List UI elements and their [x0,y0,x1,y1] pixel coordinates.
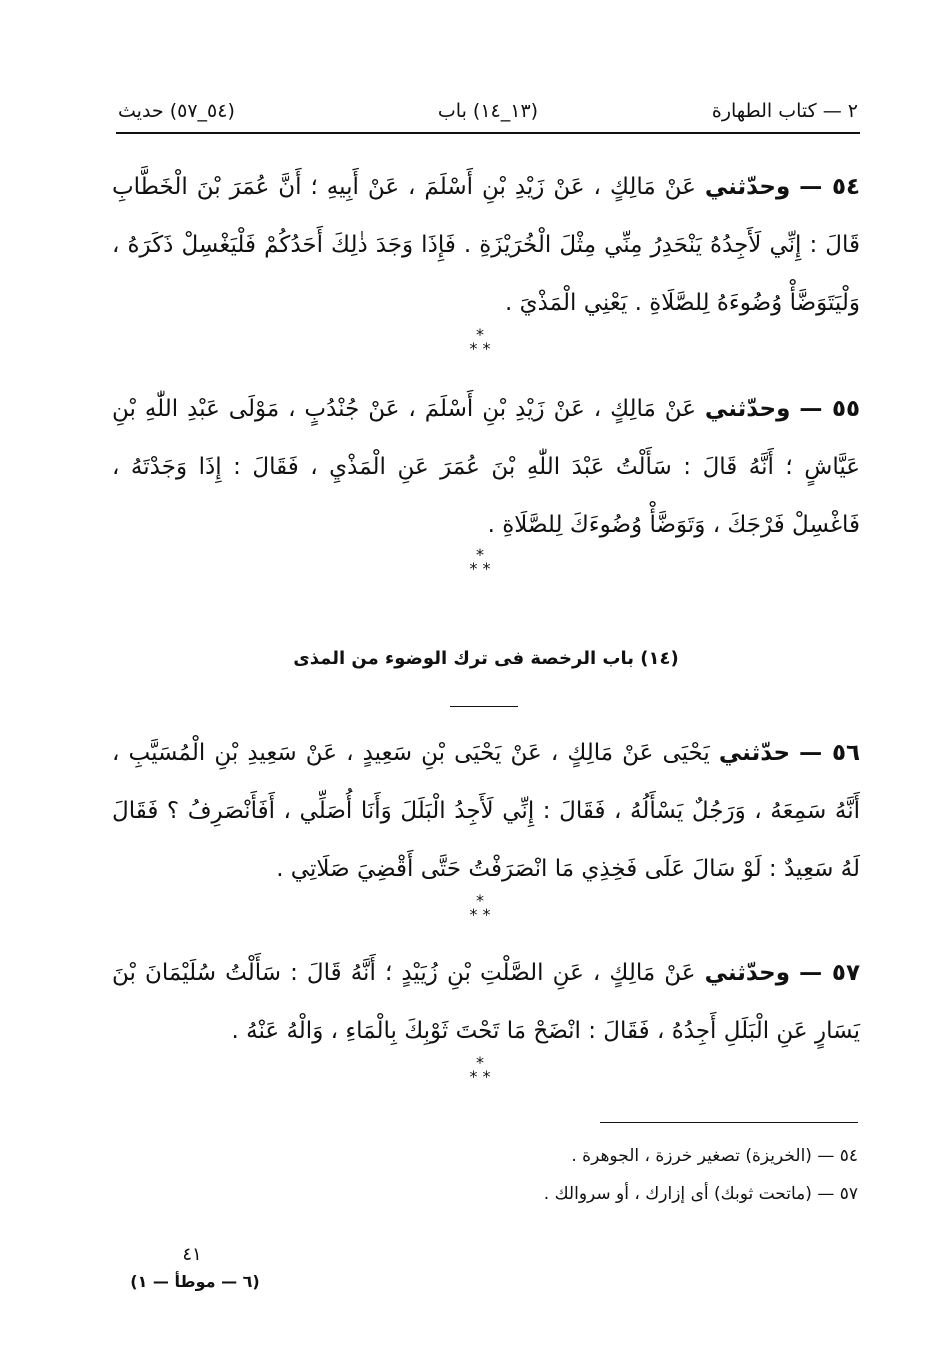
header-book-title: ٢ — كتاب الطهارة [711,100,858,122]
separator-stars: * * * [469,891,491,924]
footnote-rule [600,1122,858,1123]
hadith-55 [112,380,860,554]
hadith-lead: حدّثني [718,740,791,766]
hadith-number: ٥٦ — [799,740,861,766]
header-hadith-range: (٥٤_٥٧) حديث [118,100,235,122]
footnote-57: ٥٧ — (ماتحت ثوبك) أى إزارك ، أو سروالك . [543,1184,858,1204]
hadith-text: يَحْيَى عَنْ مَالِكٍ ، عَنْ يَحْيَى بْنِ سَعِيدٍ ، عَنْ سَعِيدِ بْنِ الْمُسَيَّبِ ، أَنَّهُ سَمِعَهُ ، وَرَجُلٌ يَسْأَلُهُ ، فَقَالَ : إِنِّي لَأَجِدُ الْبَلَلَ وَأَنَا أُصَلِّي ، أَفَأَنْصَرِفُ ؟ فَقَالَ لَهُ سَعِيدٌ : لَوْ سَالَ عَلَى فَخِذِي مَا انْصَرَفْتُ حَتَّى أَقْضِيَ صَلَاتِي . [112,740,860,882]
hadith-text: عَنْ مَالِكٍ ، عَنْ زَيْدِ بْنِ أَسْلَمَ ، عَنْ أَبِيهِ ؛ أَنَّ عُمَرَ بْنَ الْخَطَّابِ قَالَ : إِنِّي لَأَجِدُهُ يَنْحَدِرُ مِنِّي مِثْلَ الْخُرَيْزَةِ . فَإِذَا وَجَدَ ذٰلِكَ أَحَدُكُمْ فَلْيَغْسِلْ ذَكَرَهُ ، وَلْيَتَوَضَّأْ وُضُوءَهُ لِلصَّلَاةِ . يَعْنِي الْمَذْيَ . [112,174,860,316]
header-rule [116,132,860,134]
separator-stars: * * * [469,1053,491,1086]
hadith-lead: وحدّثني [704,174,791,200]
hadith-text: عَنْ مَالِكٍ ، عَنِ الصَّلْتِ بْنِ زُيَيْدٍ ؛ أَنَّهُ قَالَ : سَأَلْتُ سُلَيْمَانَ بْنَ يَسَارٍ عَنِ الْبَلَلِ أَجِدُهُ ، فَقَالَ : انْضَحْ مَا تَحْتَ ثَوْبِكَ بِالْمَاءِ ، وَالْهُ عَنْهُ . [112,960,860,1044]
running-header [118,96,858,130]
hadith-number: ٥٧ — [799,960,860,986]
separator-stars: * * * [469,545,491,578]
hadith-number: ٥٤ — [799,174,861,200]
hadith-lead: وحدّثني [704,396,791,422]
hadith-text: عَنْ مَالِكٍ ، عَنْ زَيْدِ بْنِ أَسْلَمَ ، عَنْ جُنْدُبٍ ، مَوْلَى عَبْدِ اللّٰهِ بْنِ عَيَّاشٍ ؛ أَنَّهُ قَالَ : سَأَلْتُ عَبْدَ اللّٰهِ بْنَ عُمَرَ عَنِ الْمَذْيِ ، فَقَالَ : إِذَا وَجَدْتَهُ ، فَاغْسِلْ فَرْجَكَ ، وَتَوَضَّأْ وُضُوءَكَ لِلصَّلَاةِ . [112,396,860,538]
hadith-54 [112,158,860,332]
header-chapter-range: (١٣_١٤) باب [437,100,539,122]
separator-stars: * * * [469,325,491,358]
page-number: ٤١ [182,1244,202,1265]
footnote-54: ٥٤ — (الخريزة) تصغير خرزة ، الجوهرة . [571,1146,858,1166]
signature-mark: (٦ — موطأ — ١) [130,1272,260,1291]
hadith-number: ٥٥ — [799,396,861,422]
section-title: (١٤) باب الرخصة فى ترك الوضوء من المذى [293,648,679,669]
hadith-56 [112,724,860,898]
hadith-57 [112,944,860,1060]
hadith-lead: وحدّثني [704,960,791,986]
section-rule [450,706,518,707]
